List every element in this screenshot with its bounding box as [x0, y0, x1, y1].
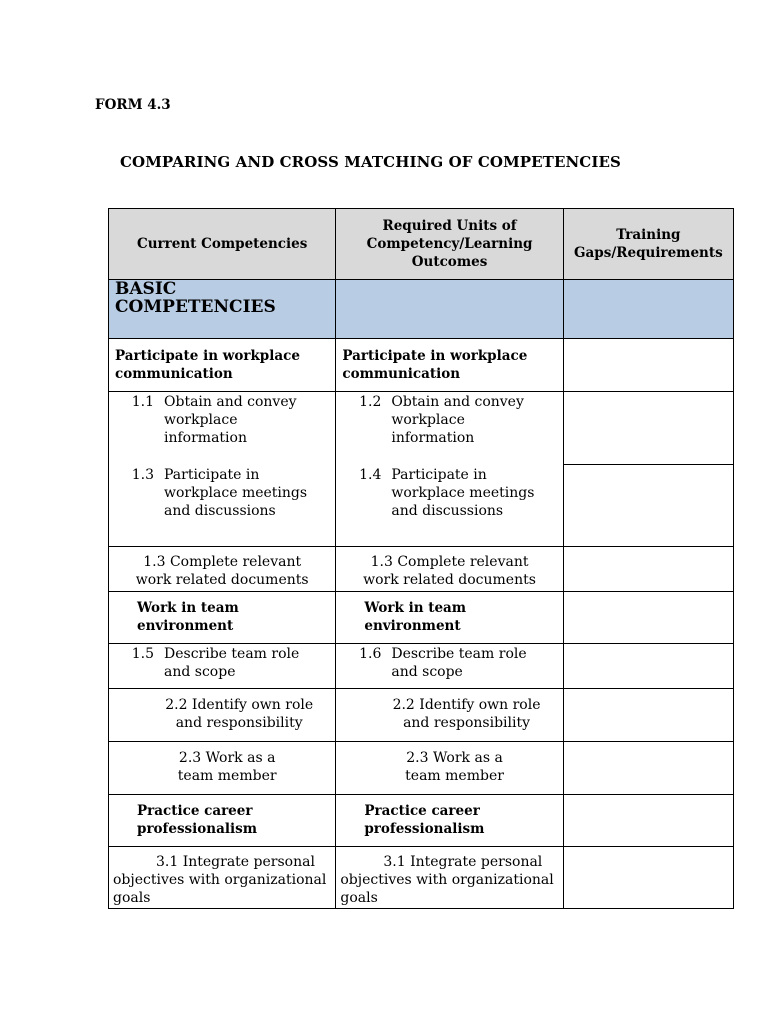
- table-row: 1.3 Complete relevant work related documents 1.3 Complete relevant work related documents: [109, 547, 734, 592]
- form-code: FORM 4.3: [95, 97, 171, 113]
- table-row: [109, 592, 734, 644]
- header-row: [109, 209, 734, 280]
- group-heading: Participate in workplace communication: [336, 339, 563, 392]
- header-required-units: Required Units of Competency/Learning Outcomes: [336, 209, 563, 280]
- table-row: [109, 339, 734, 392]
- table-row: 2.3 Work as a team member 2.3 Work as a team member: [109, 742, 734, 795]
- group-heading: Work in team environment: [109, 592, 336, 644]
- document-title: COMPARING AND CROSS MATCHING OF COMPETENCIES: [120, 153, 621, 171]
- section-row: [109, 280, 734, 339]
- table-row: 3.1 Integrate personal objectives with organizational goals 3.1 Integrate personal objectives with organizational goals: [109, 847, 734, 909]
- competency-table: [108, 208, 734, 909]
- table-row: 1.5 Describe team role and scope 1.6 Describe team role and scope: [109, 644, 734, 689]
- table-row: 1.1 Obtain and convey workplace information 1.2 Obtain and convey workplace information: [109, 392, 734, 465]
- table-row: 1.3 Participate in workplace meetings and discussions 1.4 Participate in workplace meetings and discussions: [109, 465, 734, 547]
- section-label: BASIC COMPETENCIES: [109, 280, 336, 339]
- group-heading: Participate in workplace communication: [109, 339, 336, 392]
- group-heading: Practice career professionalism: [336, 795, 563, 847]
- group-heading: Practice career professionalism: [109, 795, 336, 847]
- header-training-gaps: Training Gaps/Requirements: [563, 209, 733, 280]
- header-current-competencies: Current Competencies: [109, 209, 336, 280]
- group-heading: Work in team environment: [336, 592, 563, 644]
- table-row: 2.2 Identify own role and responsibility 2.2 Identify own role and responsibility: [109, 689, 734, 742]
- table-row: [109, 795, 734, 847]
